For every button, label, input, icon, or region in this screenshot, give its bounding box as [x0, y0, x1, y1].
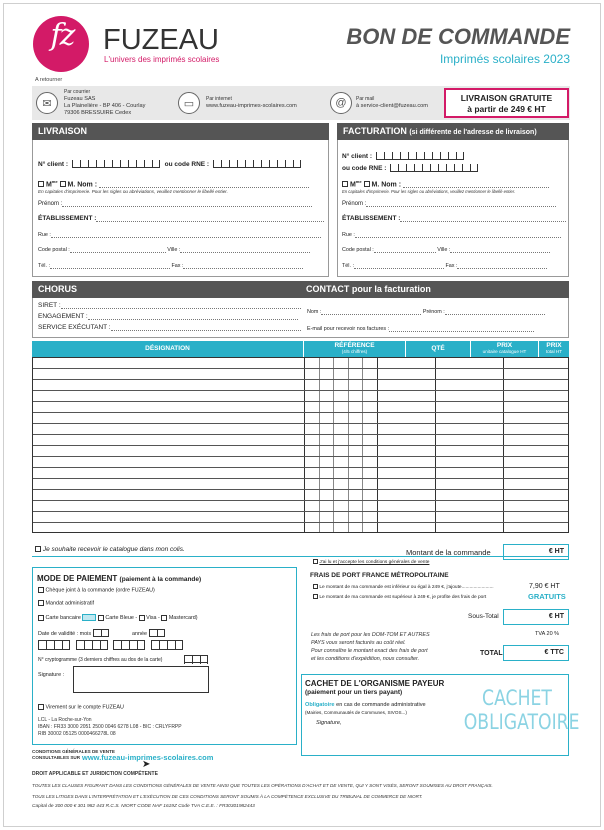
port-option-2[interactable]: Le montant de ma commande est supérieur à 249 €, je profite des frais de port [313, 594, 486, 600]
facturation-rne-row[interactable]: ou code RNE : [342, 164, 478, 172]
facturation-caps-note: En capitales d'imprimerie. Pour les sigles ou abréviations, veuillez mentionner le libellé entier. [342, 189, 516, 194]
brand-tagline: L'univers des imprimés scolaires [104, 55, 220, 64]
bank-details: LCL - La Roche-sur-Yon IBAN : FR33 3000 2051 2500 0046 6278 L08 - BIC : CRLYFRPP RIB 30002 05125 0000466278L 08 [38, 717, 182, 737]
table-row[interactable] [33, 479, 568, 490]
livraison-client-row[interactable]: N° client : ou code RNE : [38, 160, 301, 168]
organisme-required: Obligatoire en cas de commande administrative [305, 702, 426, 708]
organisme-subtitle: (paiement pour un tiers payant) [305, 689, 403, 696]
col-prix-total: PRIX total HT [538, 341, 569, 357]
payment-crypto[interactable]: N° cryptogramme (3 derniers chiffres au dos de la carte) [38, 655, 208, 663]
port-option-2-value: GRATUITS [528, 592, 566, 601]
envelope-icon: ✉ [36, 92, 58, 114]
sous-total-field[interactable]: € HT [503, 609, 569, 625]
payment-carte[interactable]: Carte bancaire Carte Bleue - Visa - Mastercard) [38, 614, 198, 621]
free-delivery-badge: LIVRAISON GRATUITE à partir de 249 € HT [444, 88, 569, 118]
port-option-1-value: 7,90 € HT [529, 583, 560, 590]
organisme-note: (Mairies, Communautés de Communes, SIVOS...) [305, 710, 407, 715]
table-row[interactable] [33, 457, 568, 468]
legal-heading: DROIT APPLICABLE ET JURIDICTION COMPÉTENTE [32, 771, 158, 777]
payment-signature-field[interactable] [73, 666, 209, 693]
montant-label: Montant de la commande [406, 548, 491, 557]
payment-virement[interactable]: Virement sur le compte FUZEAU [38, 704, 124, 710]
contact-billing-title: CONTACT pour la facturation [306, 284, 431, 294]
order-table-body[interactable] [32, 357, 569, 533]
payment-signature-label: Signature : [38, 672, 65, 678]
facturation-panel [337, 140, 569, 277]
facturation-prenom-row[interactable]: Prénom : [342, 201, 556, 207]
livraison-caps-note: En capitales d'imprimerie. Pour les sigles ou abréviations, veuillez mentionner le libellé entier. [38, 189, 228, 194]
table-row[interactable] [33, 369, 568, 380]
payment-cheque[interactable]: Chèque joint à la commande (ordre FUZEAU) [38, 587, 155, 593]
legal-line-2: TOUS LES LITIGES DANS L'INTERPRÉTATION ET L'EXÉCUTION DE CES CONDITIONS SERONT SOUMIS À LA COMPÉTENCE EXCLUSIVE DU TRIBUNAL DE COMMERCE DE NIORT. [32, 794, 423, 799]
total-field[interactable]: € TTC [503, 645, 569, 661]
facturation-cp-row[interactable]: Code postal : Ville : [342, 247, 550, 253]
chorus-header [32, 281, 569, 298]
table-row[interactable] [33, 380, 568, 391]
table-row[interactable] [33, 402, 568, 413]
table-row[interactable] [33, 468, 568, 479]
col-reference: RÉFÉRENCE (4/5 chiffres) [303, 341, 405, 357]
order-table-header [32, 341, 569, 357]
brand-name: FUZEAU [103, 24, 219, 56]
port-title: FRAIS DE PORT FRANCE MÉTROPOLITAINE [310, 572, 449, 579]
facturation-tel-row[interactable]: Tél. : Fax : [342, 263, 547, 269]
facturation-rue-row[interactable]: Rue : [342, 232, 561, 238]
at-sign-icon: @ [330, 92, 352, 114]
facturation-etab-row[interactable]: ÉTABLISSEMENT : [342, 215, 566, 222]
table-row[interactable] [33, 490, 568, 501]
return-label: A retourner [35, 77, 63, 83]
sous-total-label: Sous-Total [468, 613, 499, 620]
contact-courrier: Par courrier Fuzeau SAS La Plainelière - BP 406 - Courlay 79306 BRESSUIRE Cedex [64, 89, 146, 116]
livraison-header: LIVRAISON [32, 123, 329, 140]
dom-tom-note: Les frais de port pour les DOM-TOM ET AUTRES PAYS vous seront facturés au coût réel. Pour connaître le montant exact des frais de port et les conditions d'expédition, nous consulter. [311, 632, 430, 662]
contact-billing-email-row[interactable]: E-mail pour recevoir nos factures : [307, 326, 534, 332]
table-row[interactable] [33, 446, 568, 457]
card-number-boxes[interactable] [38, 640, 183, 650]
livraison-tel-row[interactable]: Tél. : Fax : [38, 263, 303, 269]
tva-label: TVA 20 % [535, 631, 560, 637]
facturation-client-row[interactable]: N° client : [342, 152, 464, 160]
contact-internet[interactable]: Par internet www.fuzeau-imprimes-scolaires.com [206, 96, 297, 109]
col-prix-unitaire: PRIX unitaire catalogue HT [470, 341, 538, 357]
catalogue-request[interactable]: Je souhaite recevoir le catalogue dans mon colis. [35, 546, 185, 553]
cgv-link[interactable]: www.fuzeau-imprimes-scolaires.com [82, 753, 214, 762]
port-option-1[interactable]: Le montant de ma commande est inférieur ou égal à 249 €, j'ajoute........................ [313, 584, 494, 590]
facturation-name-row[interactable]: $M^{me}$ M. Nom : [342, 179, 549, 188]
facturation-header: FACTURATION (si différente de l'adresse de livraison) [337, 123, 569, 140]
organisme-signature-label: Signature, [316, 720, 342, 726]
col-designation: DÉSIGNATION [145, 344, 190, 352]
livraison-prenom-row[interactable]: Prénom : [38, 201, 312, 207]
table-row[interactable] [33, 358, 568, 369]
livraison-cp-row[interactable]: Code postal : Ville : [38, 247, 310, 253]
cgv-label: CONDITIONS GÉNÉRALES DE VENTE CONSULTABLES SUR [32, 749, 115, 760]
table-row[interactable] [33, 435, 568, 446]
cachet-stamp[interactable]: CACHET OBLIGATOIRE [463, 686, 580, 734]
payment-validity[interactable]: Date de validité : mois année [38, 629, 165, 637]
livraison-etab-row[interactable]: ÉTABLISSEMENT : [38, 215, 324, 222]
contact-billing-nom-row[interactable]: Nom : Prénom : [307, 309, 545, 315]
table-row[interactable] [33, 413, 568, 424]
payment-title: MODE DE PAIEMENT (paiement à la commande) [37, 574, 202, 583]
divider [32, 556, 569, 557]
table-row[interactable] [33, 424, 568, 435]
livraison-name-row[interactable]: $M^{me}$ M. Nom : [38, 179, 309, 188]
chorus-title: CHORUS [38, 284, 78, 294]
col-qte: QTÉ [405, 341, 470, 357]
montant-field[interactable]: € HT [503, 544, 569, 560]
total-label: TOTAL [480, 650, 503, 657]
page-subtitle: Imprimés scolaires 2023 [439, 52, 570, 66]
table-row[interactable] [33, 391, 568, 402]
livraison-rue-row[interactable]: Rue : [38, 232, 321, 238]
chorus-service-row[interactable]: SERVICE EXÉCUTANT : [38, 324, 301, 331]
computer-icon: ▭ [178, 92, 200, 114]
contact-mail[interactable]: Par mail à service-client@fuzeau.com [356, 96, 428, 109]
legal-line-3: Capital de 300 000 € 301 982 443 R.C.S. NIORT CODE NAF 1619Z Code TVA C.E.E. : FR30301982443 [32, 804, 255, 809]
cgv-accept[interactable]: J'ai lu et j'accepte les conditions générales de vente [313, 559, 429, 565]
chorus-siret-row[interactable]: SIRET : [38, 302, 301, 309]
table-row[interactable] [33, 501, 568, 512]
payment-mandat[interactable]: Mandat administratif [38, 600, 94, 606]
cursor-icon: ➤ [142, 759, 151, 770]
legal-line-1: TOUTES LES CLAUSES FIGURANT DANS LES CONDITIONS GÉNÉRALES DE VENTE AINSI QUE TOUTES LES OPÉRATIONS D'ACHAT ET DE VENTE, QUI Y SONT VISÉS, SERONT SOUMISES AU DROIT FRANÇAIS. [32, 783, 493, 788]
page-title: BON DE COMMANDE [346, 24, 570, 49]
chorus-engagement-row[interactable]: ENGAGEMENT : [38, 313, 298, 320]
table-row[interactable] [33, 512, 568, 523]
organisme-title: CACHET DE L'ORGANISME PAYEUR [305, 679, 445, 688]
logo-monogram: fz [50, 18, 74, 53]
